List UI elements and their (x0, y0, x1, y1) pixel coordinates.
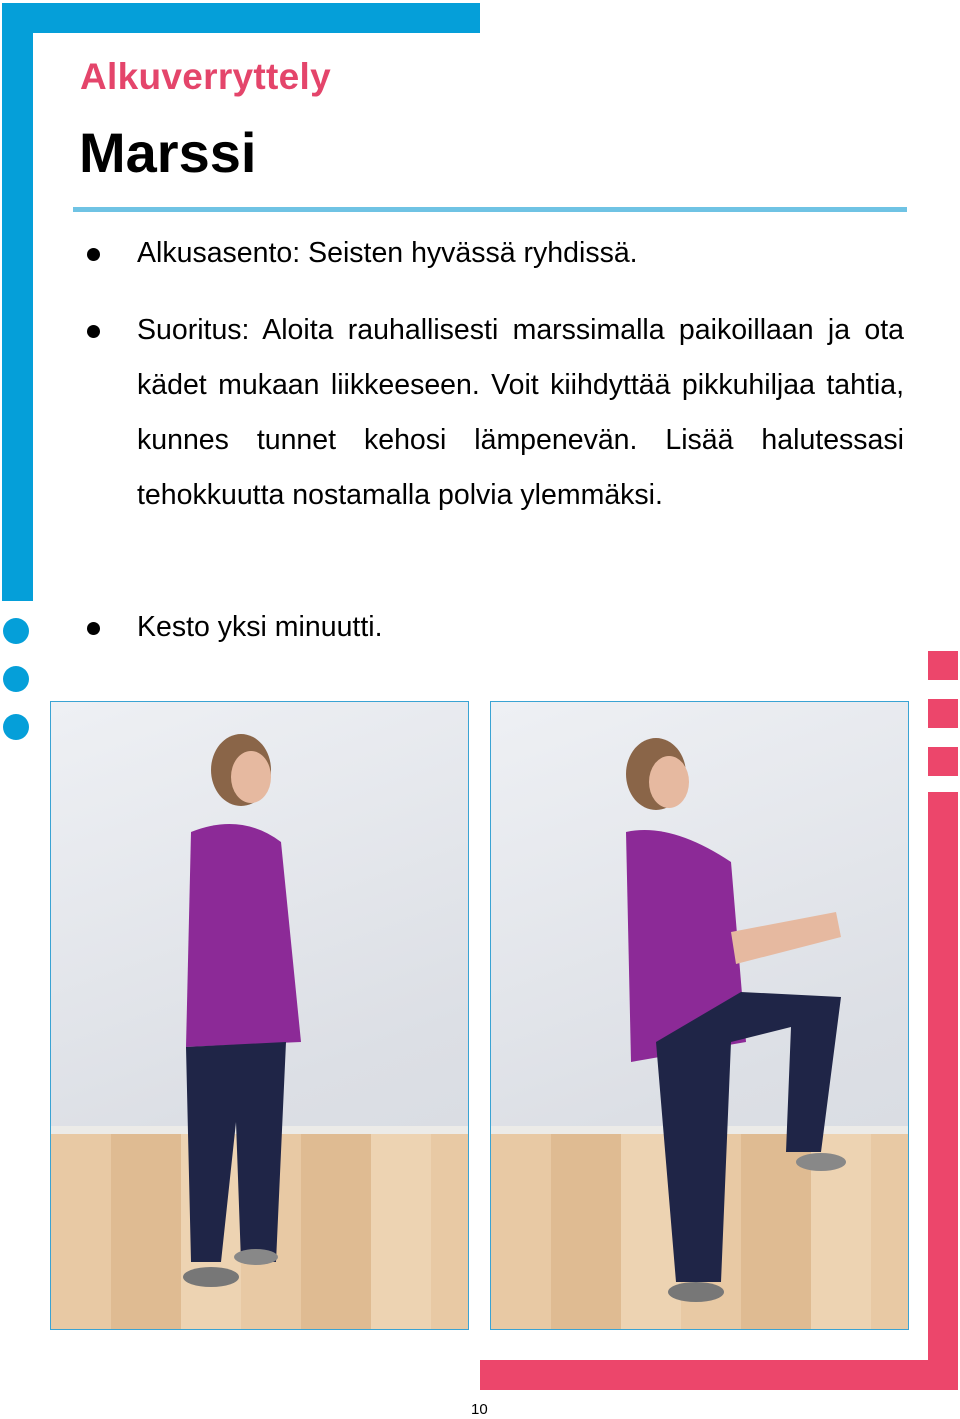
title-divider (73, 207, 907, 212)
decor-dot (3, 714, 29, 740)
decor-square (928, 747, 958, 776)
decor-square (928, 699, 958, 728)
bullet-icon (87, 622, 100, 635)
page-number: 10 (471, 1401, 488, 1418)
frame-left-bar (2, 3, 33, 601)
list-item (137, 600, 904, 655)
bullet-icon (87, 248, 100, 261)
list-item-text: Alkusasento: Seisten hyvässä ryhdissä. (137, 237, 638, 269)
photo-starting-position (50, 701, 469, 1330)
list-item-text: Suoritus: Aloita rauhallisesti marssimalla paikoillaan ja ota kädet mukaan liikkeeseen. Voit kiihdyttää pikkuhiljaa tahtia, kunnes tunnet kehosi lämpenevän. Lisää halutessasi tehokkuutta nostamalla polvia ylemmäksi. (137, 314, 904, 511)
frame-top-bar (2, 3, 480, 33)
decor-square (928, 651, 958, 680)
photo-knee-raise (490, 701, 909, 1330)
frame-right-bar (928, 792, 958, 1390)
decor-dot (3, 666, 29, 692)
person-standing-figure (51, 702, 468, 1329)
person-marching-figure (491, 702, 908, 1329)
list-item (137, 226, 904, 281)
frame-bottom-bar (480, 1360, 958, 1390)
decor-dot (3, 618, 29, 644)
list-item (137, 303, 904, 523)
bullet-icon (87, 325, 100, 338)
page-title: Marssi (79, 121, 257, 184)
list-item-text: Kesto yksi minuutti. (137, 611, 383, 643)
section-subtitle: Alkuverryttely (80, 56, 331, 97)
